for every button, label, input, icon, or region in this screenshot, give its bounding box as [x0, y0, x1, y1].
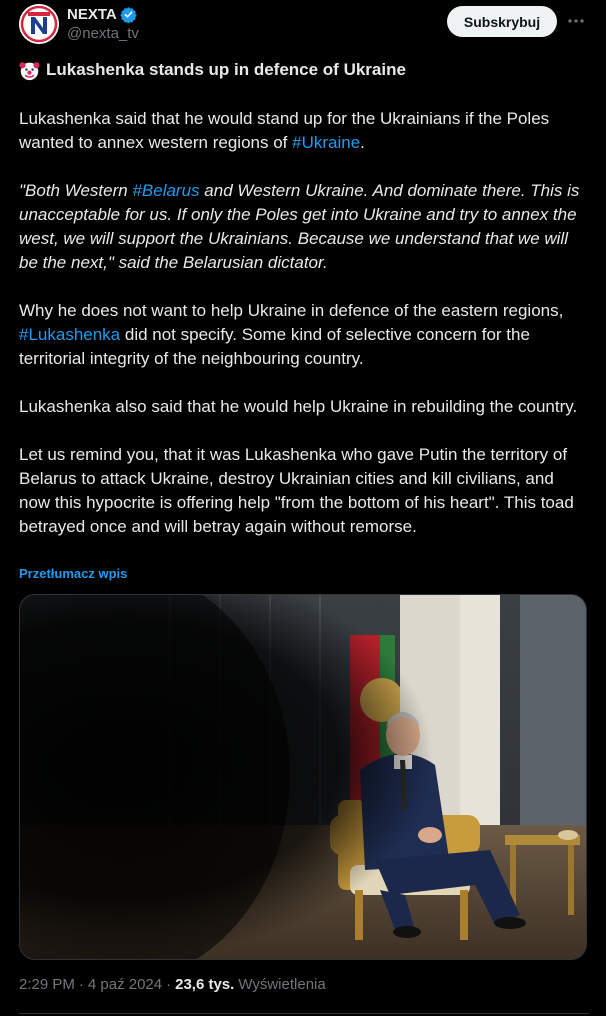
post-meta [19, 976, 326, 993]
post-header [19, 4, 589, 44]
post-title-text: Lukashenka stands up in defence of Ukraine [46, 60, 406, 79]
paragraph-2-rest: and Western Ukraine. And dominate there. This is unacceptable for us. If only the Poles get into Ukraine and try to annex the west, we will support the Ukrainians. Because we understand that we will be the next," said the Belarusian dictator. [19, 181, 580, 272]
post-body [19, 107, 589, 539]
views-count: 23,6 tys. [175, 976, 235, 993]
post-title [19, 58, 589, 82]
nexta-logo-icon[interactable] [19, 4, 59, 44]
paragraph-4: Lukashenka also said that he would help Ukraine in rebuilding the country. [19, 397, 578, 416]
post-time[interactable]: 2:29 PM [19, 976, 75, 993]
post-photo[interactable] [19, 594, 587, 960]
hashtag-ukraine[interactable]: #Ukraine [292, 133, 361, 152]
hashtag-belarus[interactable]: #Belarus [132, 181, 200, 200]
views-label: Wyświetlenia [238, 976, 326, 993]
paragraph-3-start: Why he does not want to help Ukraine in defence of the eastern regions, [19, 301, 564, 320]
translate-post-link[interactable]: Przetłumacz wpis [19, 566, 128, 581]
meta-separator-2: · [166, 976, 172, 993]
hashtag-lukashenka[interactable]: #Lukashenka [19, 325, 121, 344]
account-info [67, 4, 139, 42]
clown-face-icon [19, 60, 40, 81]
paragraph-3 [19, 299, 589, 371]
account-name[interactable]: NEXTA [67, 5, 117, 23]
paragraph-2-start: "Both Western [19, 181, 133, 200]
meta-separator-1: · [78, 976, 84, 993]
post-date[interactable]: 4 paź 2024 [87, 976, 163, 993]
divider [19, 1013, 589, 1014]
account-handle[interactable]: @nexta_tv [67, 25, 139, 42]
paragraph-1-text: Lukashenka said that he would stand up for the Ukrainians if the Poles wanted to annex western regions of [19, 109, 550, 152]
paragraph-2 [19, 179, 589, 275]
more-dots-icon[interactable] [565, 10, 587, 32]
paragraph-3-rest: did not specify. Some kind of selective concern for the territorial integrity of the neighbouring country. [19, 325, 530, 368]
paragraph-1 [19, 107, 589, 155]
paragraph-5: Let us remind you, that it was Lukashenka who gave Putin the territory of Belarus to attack Ukraine, destroy Ukrainian cities and kill civilians, and now this hypocrite is offering help "from the bottom of his heart". This toad betrayed once and will betray again without remorse. [19, 445, 574, 536]
subscribe-button[interactable]: Subskrybuj [447, 6, 557, 37]
paragraph-1-end: . [360, 133, 365, 152]
verified-badge-icon [120, 6, 137, 23]
